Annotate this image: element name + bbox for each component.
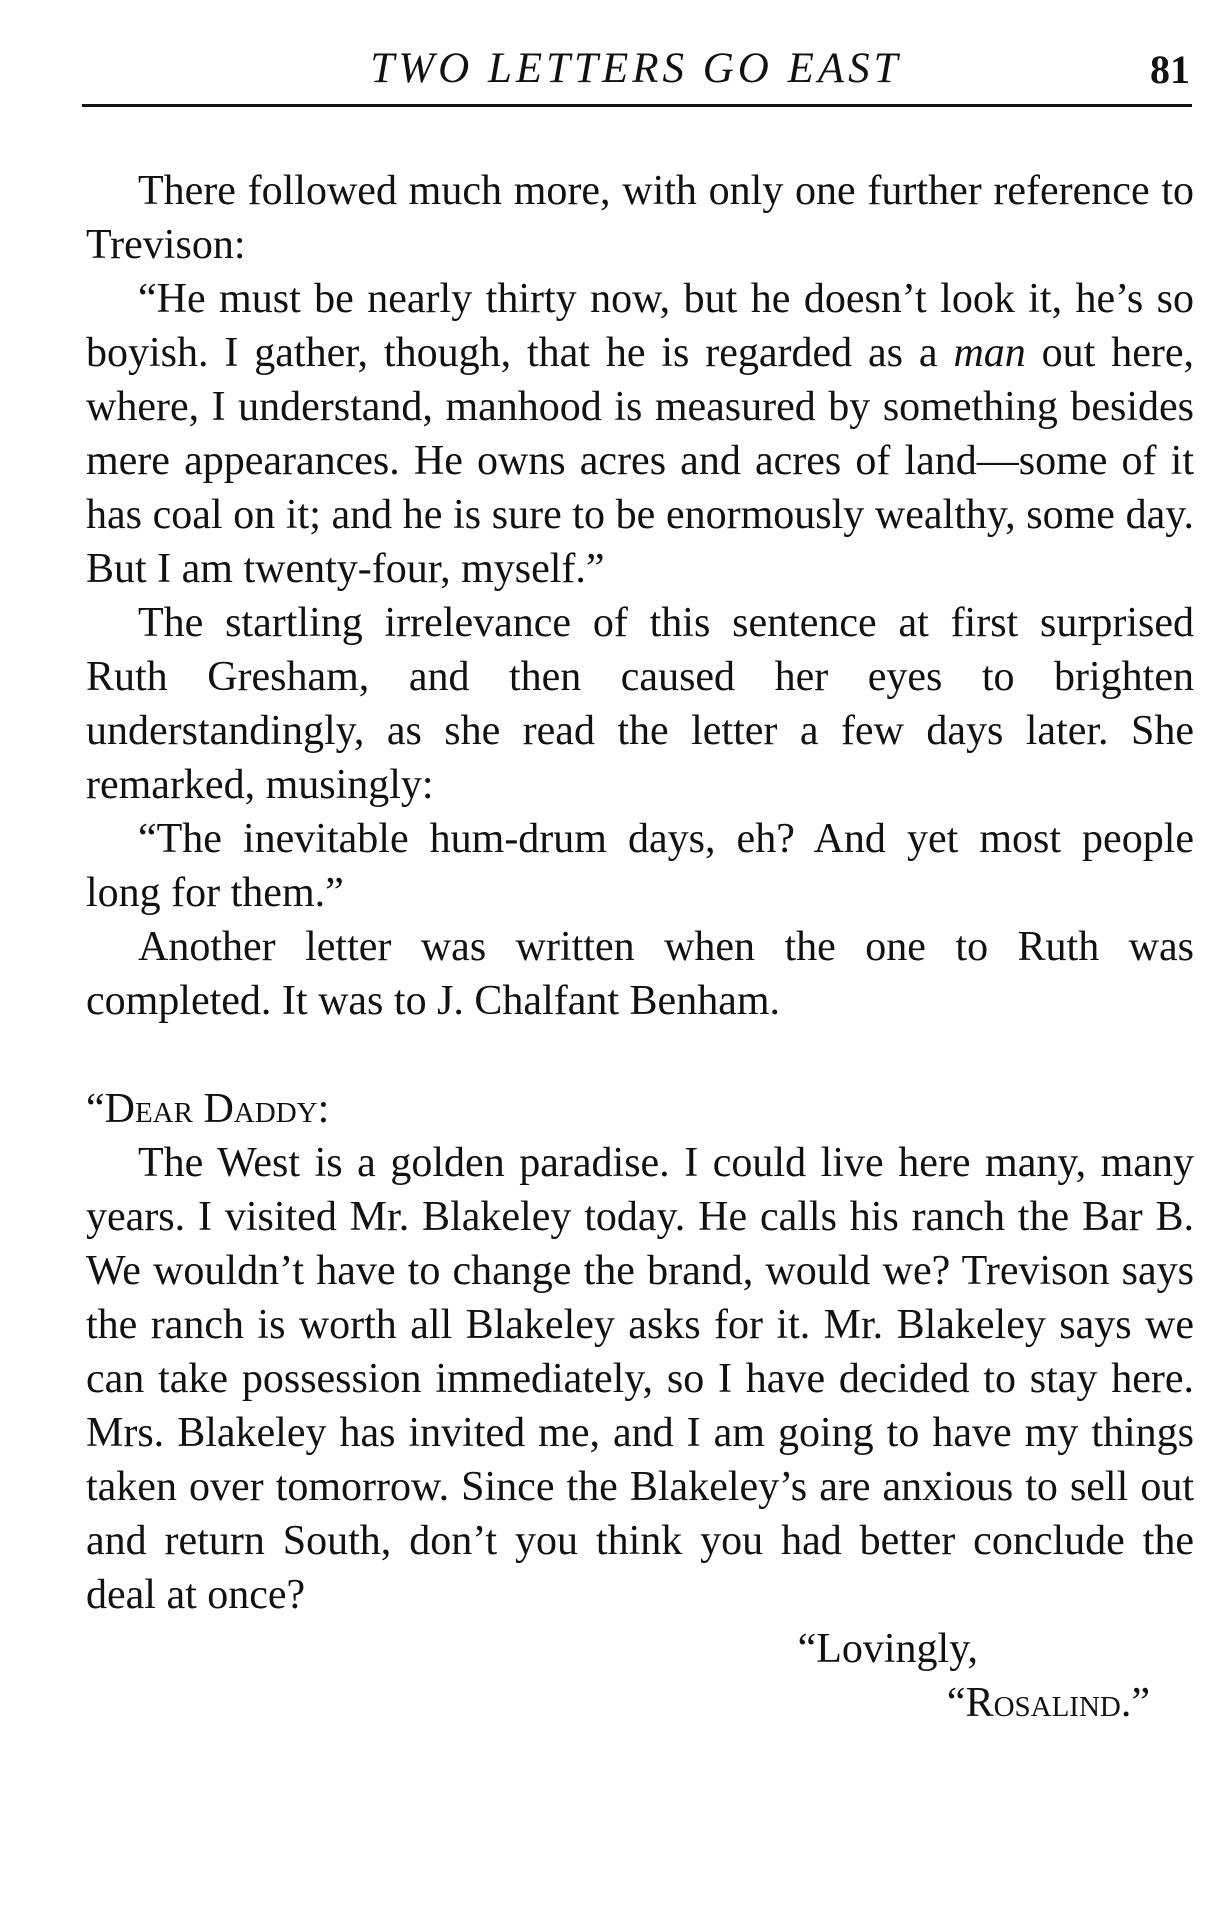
paragraph-text: There followed much more, with only one further reference to Trevison: <box>86 168 1194 268</box>
paragraph-text: “He must be nearly thirty now, but he doesn’t look it, he’s so boyish. I gather, though, that he is regarded as a <box>86 276 1194 376</box>
paragraph <box>86 920 1194 1028</box>
running-title: TWO LETTERS GO EAST <box>370 45 902 92</box>
paragraph <box>86 272 1194 596</box>
body-text <box>86 164 1194 1730</box>
paragraph-text: “The inevitable hum-drum days, eh? And yet most people long for them.” <box>86 816 1194 916</box>
emphasis: man <box>953 330 1026 376</box>
paragraph-text: out here, where, I understand, manhood is measured by something besides mere appearances. He owns acres and acres of land—some of it has coal on it; and he is sure to be enormously wealthy, some day. But I am twenty-four, myself.” <box>86 330 1194 592</box>
paragraph <box>86 164 1194 272</box>
paragraph <box>86 812 1194 920</box>
letter-closing: “Lovingly, <box>797 1626 978 1672</box>
page-number: 81 <box>1150 47 1190 92</box>
header-rule <box>82 104 1192 107</box>
running-head <box>82 38 1190 98</box>
letter-signature: “Rosalind.” <box>946 1680 1150 1726</box>
letter-salutation: “Dear Daddy: <box>86 1086 330 1132</box>
paragraph-text: Another letter was written when the one to Ruth was completed. It was to J. Chalfant Benham. <box>86 924 1194 1024</box>
letter-body: The West is a golden paradise. I could live here many, many years. I visited Mr. Blakeley today. He calls his ranch the Bar B. We wouldn’t have to change the brand, would we? Trevison says the ranch is worth all Blakeley asks for it. Mr. Blakeley says we can take possession immediately, so I have decided to stay here. Mrs. Blakeley has invited me, and I am going to have my things taken over tomorrow. Since the Blakeley’s are anxious to sell out and return South, don’t you think you had better conclude the deal at once? <box>86 1140 1194 1618</box>
paragraph <box>86 596 1194 812</box>
paragraph-text: The startling irrelevance of this sentence at first surprised Ruth Gresham, and then caused her eyes to brighten understandingly, as she read the letter a few days later. She remarked, musingly: <box>86 600 1194 808</box>
